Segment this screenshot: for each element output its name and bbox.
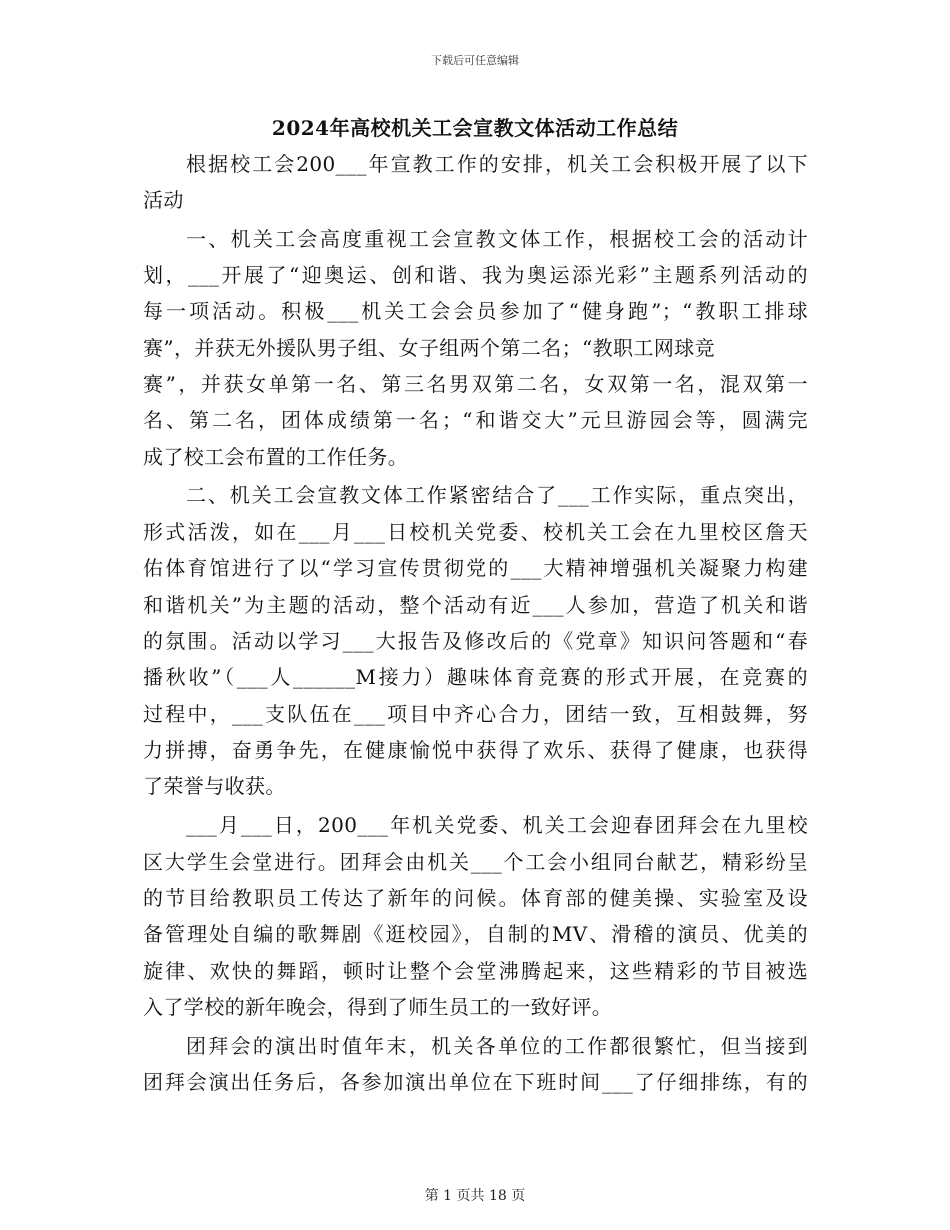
paragraph-line: 赛”，并获女单第一名、第三名男双第二名，女双第一名，混双第一 xyxy=(143,372,808,396)
paragraph-line: 形式活泼，如在___月___日校机关党委、校机关工会在九里校区詹天 xyxy=(143,520,808,544)
paragraph-line: 名、第二名，团体成绩第一名；“和谐交大”元旦游园会等，圆满完 xyxy=(143,408,808,432)
paragraph-line: 团拜会的演出时值年末，机关各单位的工作都很繁忙，但当接到 xyxy=(186,1034,808,1058)
paragraph-line: 活动 xyxy=(143,188,184,212)
paragraph-line: 播秋收”（___人______M接力）趣味体育竞赛的形式开展，在竞赛的 xyxy=(143,665,808,689)
paragraph-line: 的节目给教职员工传达了新年的问候。体育部的健美操、实验室及设 xyxy=(143,886,808,910)
paragraph-line: 备管理处自编的歌舞剧《逛校园》，自制的MV、滑稽的演员、优美的 xyxy=(143,922,808,946)
document-title: 2024年高校机关工会宣教文体活动工作总结 xyxy=(271,116,679,140)
paragraph-line: 入了学校的新年晚会，得到了师生员工的一致好评。 xyxy=(143,995,613,1019)
page-footer: 第 1 页共 18 页 xyxy=(424,1188,526,1204)
paragraph-line: 赛”，并获无外援队男子组、女子组两个第二名；“教职工网球竞 xyxy=(143,336,716,360)
paragraph-line: 区大学生会堂进行。团拜会由机关___个工会小组同台献艺，精彩纷呈 xyxy=(143,850,808,874)
header-note: 下载后可任意编辑 xyxy=(431,54,519,67)
paragraph-line: 成了校工会布置的工作任务。 xyxy=(143,445,409,469)
paragraph-line: 了荣誉与收获。 xyxy=(143,774,286,798)
paragraph-line: 一、机关工会高度重视工会宣教文体工作，根据校工会的活动计 xyxy=(186,227,808,251)
paragraph-line: 每一项活动。积极___机关工会会员参加了“健身跑”；“教职工排球 xyxy=(143,299,808,323)
paragraph-line: 力拼搏，奋勇争先，在健康愉悦中获得了欢乐、获得了健康，也获得 xyxy=(143,738,808,762)
paragraph-line: 二、机关工会宣教文体工作紧密结合了___工作实际，重点突出， xyxy=(186,483,808,507)
paragraph-line: 过程中，___支队伍在___项目中齐心合力，团结一致，互相鼓舞，努 xyxy=(143,702,808,726)
paragraph-line: 和谐机关”为主题的活动，整个活动有近___人参加，营造了机关和谐 xyxy=(143,593,808,617)
paragraph-line: 团拜会演出任务后，各参加演出单位在下班时间___了仔细排练，有的 xyxy=(143,1070,808,1094)
paragraph-line: 根据校工会200___年宣教工作的安排，机关工会积极开展了以下 xyxy=(186,152,808,176)
paragraph-line: 旋律、欢快的舞蹈，顿时让整个会堂沸腾起来，这些精彩的节目被选 xyxy=(143,959,808,983)
paragraph-line: 的氛围。活动以学习___大报告及修改后的《党章》知识问答题和“春 xyxy=(143,629,808,653)
paragraph-line: ___月___日，200___年机关党委、机关工会迎春团拜会在九里校 xyxy=(186,813,808,837)
paragraph-line: 划，___开展了“迎奥运、创和谐、我为奥运添光彩”主题系列活动的 xyxy=(143,263,808,287)
paragraph-line: 佑体育馆进行了以“学习宣传贯彻党的___大精神增强机关凝聚力构建 xyxy=(143,556,808,580)
